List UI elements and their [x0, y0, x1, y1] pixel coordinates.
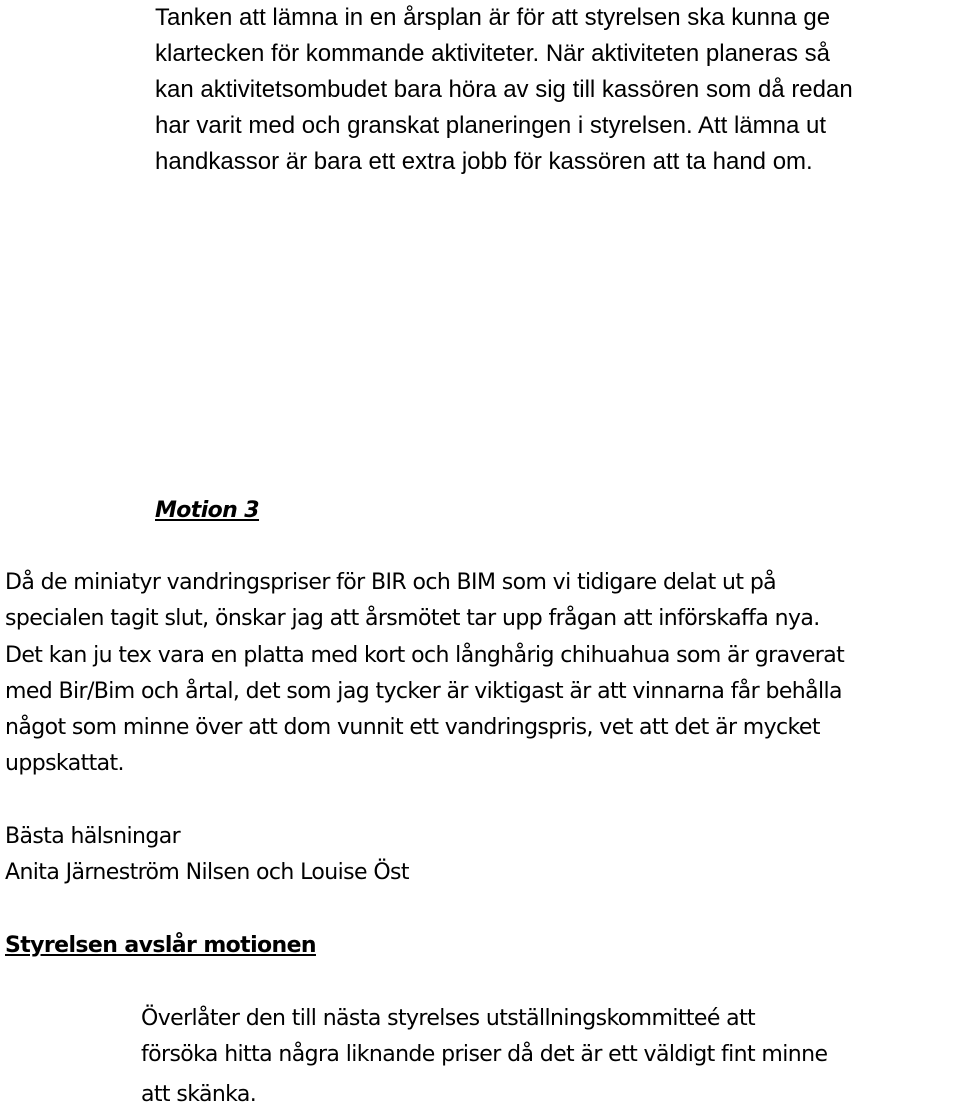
signers: Anita Järneström Nilsen och Louise Öst: [5, 860, 409, 885]
motion-heading: Motion 3: [155, 498, 260, 523]
motion-body-line: specialen tagit slut, önskar jag att årsmötet tar upp frågan att införskaffa nya.: [5, 606, 820, 632]
board-response-line: att skänka.: [141, 1082, 257, 1107]
motion-body-line: uppskattat.: [5, 751, 124, 777]
greeting: Bästa hälsningar: [5, 824, 181, 849]
board-response-line: Överlåter den till nästa styrelses utställningskommitteé att: [141, 1006, 756, 1031]
intro-line: Tanken att lämna in en årsplan är för att styrelsen ska kunna ge: [155, 4, 831, 31]
intro-line: handkassor är bara ett extra jobb för kassören att ta hand om.: [155, 148, 813, 175]
intro-line: kan aktivitetsombudet bara höra av sig till kassören som då redan: [155, 76, 853, 103]
intro-paragraph: [155, 0, 853, 180]
motion-body-paragraph: [5, 565, 844, 783]
motion-body-line: med Bir/Bim och årtal, det som jag tycker är viktigast är att vinnarna får behålla: [5, 678, 842, 704]
intro-line: klartecken för kommande aktiviteter. När aktiviteten planeras så: [155, 40, 830, 67]
board-response-line: försöka hitta några liknande priser då det är ett väldigt fint minne: [141, 1042, 828, 1067]
motion-body-line: något som minne över att dom vunnit ett vandringspris, vet att det är mycket: [5, 715, 820, 741]
board-decision-heading: Styrelsen avslår motionen: [5, 933, 316, 958]
motion-body-line: Det kan ju tex vara en platta med kort och långhårig chihuahua som är graverat: [5, 642, 845, 668]
motion-body-line: Då de miniatyr vandringspriser för BIR och BIM som vi tidigare delat ut på: [5, 570, 777, 595]
intro-line: har varit med och granskat planeringen i styrelsen. Att lämna ut: [155, 112, 827, 139]
board-response-paragraph: [141, 1001, 827, 1113]
